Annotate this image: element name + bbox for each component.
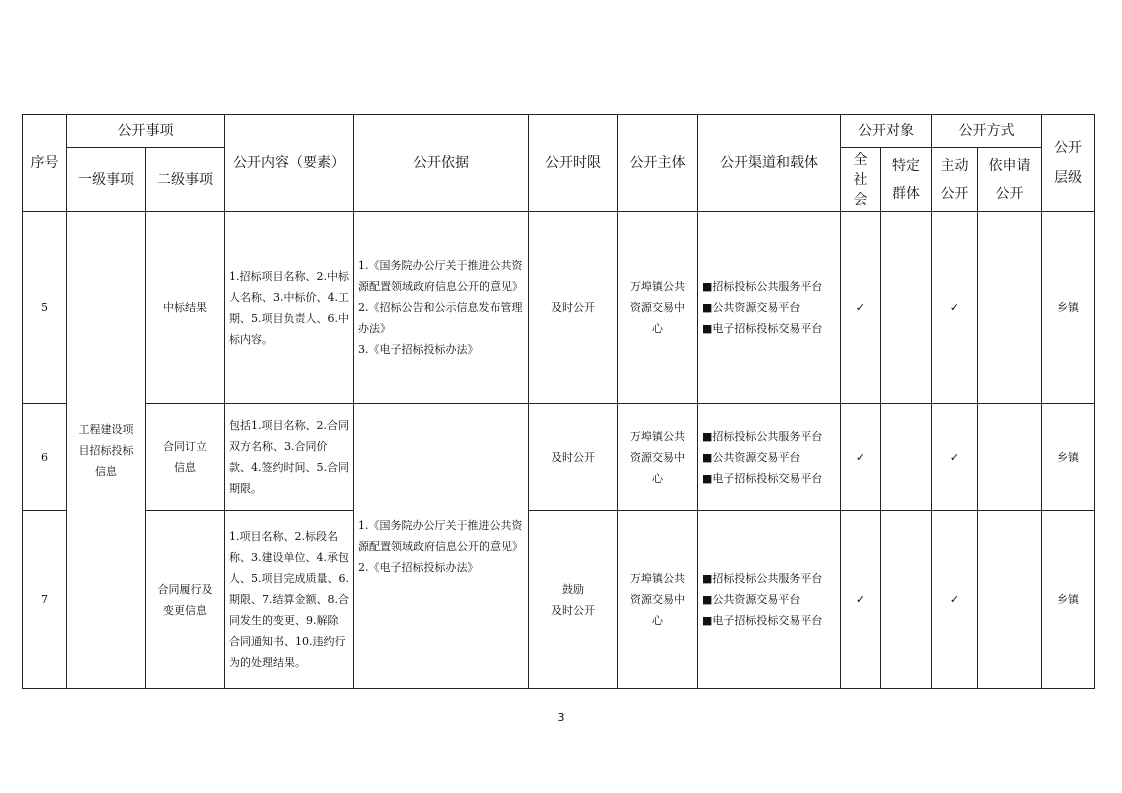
- header-level2: 二级事项: [146, 148, 225, 212]
- active-disclosure-check: ✓: [932, 212, 978, 404]
- table-row: [23, 212, 1095, 404]
- deadline-cell: 鼓励 及时公开: [529, 511, 618, 689]
- level2-item: 合同订立 信息: [146, 404, 225, 511]
- header-level1: 一级事项: [67, 148, 146, 212]
- header-items-group: 公开事项: [67, 115, 225, 148]
- basis-cell: 1.《国务院办公厅关于推进公共资源配置领域政府信息公开的意见》 2.《招标公告和公示信息发布管理办法》 3.《电子招标投标办法》: [354, 212, 529, 404]
- request-disclosure-check: [978, 404, 1042, 511]
- header-subject: 公开主体: [618, 115, 698, 212]
- channel-cell: ■招标投标公共服务平台 ■公共资源交易平台 ■电子招标投标交易平台: [698, 212, 841, 404]
- header-target-group: 公开对象: [841, 115, 932, 148]
- level2-item: 中标结果: [146, 212, 225, 404]
- disclosure-table: [22, 114, 1095, 689]
- level-cell: 乡镇: [1042, 404, 1095, 511]
- active-disclosure-check: ✓: [932, 511, 978, 689]
- header-mode-active: 主动 公开: [932, 148, 978, 212]
- request-disclosure-check: [978, 511, 1042, 689]
- row-seq: 5: [23, 212, 67, 404]
- level-cell: 乡镇: [1042, 511, 1095, 689]
- channel-cell: ■招标投标公共服务平台 ■公共资源交易平台 ■电子招标投标交易平台: [698, 404, 841, 511]
- deadline-cell: 及时公开: [529, 212, 618, 404]
- subject-cell: 万埠镇公共 资源交易中 心: [618, 212, 698, 404]
- header-target-all: 全社会: [841, 148, 881, 212]
- row-seq: 6: [23, 404, 67, 511]
- table-row: [23, 511, 1095, 689]
- page-number: 3: [557, 711, 565, 724]
- header-basis: 公开依据: [354, 115, 529, 212]
- level-cell: 乡镇: [1042, 212, 1095, 404]
- subject-cell: 万埠镇公共 资源交易中 心: [618, 511, 698, 689]
- level2-item: 合同履行及 变更信息: [146, 511, 225, 689]
- header-target-specific: 特定 群体: [881, 148, 932, 212]
- specific-group-check: [881, 212, 932, 404]
- all-society-check: ✓: [841, 404, 881, 511]
- header-content: 公开内容（要素）: [225, 115, 354, 212]
- subject-cell: 万埠镇公共 资源交易中 心: [618, 404, 698, 511]
- table-row: [23, 404, 1095, 511]
- header-deadline: 公开时限: [529, 115, 618, 212]
- row-seq: 7: [23, 511, 67, 689]
- active-disclosure-check: ✓: [932, 404, 978, 511]
- all-society-check: ✓: [841, 511, 881, 689]
- header-mode-group: 公开方式: [932, 115, 1042, 148]
- all-society-check: ✓: [841, 212, 881, 404]
- header-seq: 序号: [23, 115, 67, 212]
- content-cell: 包括1.项目名称、2.合同双方名称、3.合同价款、4.签约时间、5.合同期限。: [225, 404, 354, 511]
- header-mode-request: 依申请 公开: [978, 148, 1042, 212]
- deadline-cell: 及时公开: [529, 404, 618, 511]
- specific-group-check: [881, 511, 932, 689]
- basis-cell: 1.《国务院办公厅关于推进公共资源配置领域政府信息公开的意见》 2.《电子招标投标办法》: [354, 404, 529, 689]
- content-cell: 1.招标项目名称、2.中标人名称、3.中标价、4.工期、5.项目负责人、6.中标内容。: [225, 212, 354, 404]
- specific-group-check: [881, 404, 932, 511]
- header-level: 公开 层级: [1042, 115, 1095, 212]
- channel-cell: ■招标投标公共服务平台 ■公共资源交易平台 ■电子招标投标交易平台: [698, 511, 841, 689]
- request-disclosure-check: [978, 212, 1042, 404]
- content-cell: 1.项目名称、2.标段名称、3.建设单位、4.承包人、5.项目完成质量、6.期限、7.结算金额、8.合同发生的变更、9.解除合同通知书、10.违约行为的处理结果。: [225, 511, 354, 689]
- header-channel: 公开渠道和载体: [698, 115, 841, 212]
- level1-item: 工程建设项 目招标投标 信息: [67, 212, 146, 689]
